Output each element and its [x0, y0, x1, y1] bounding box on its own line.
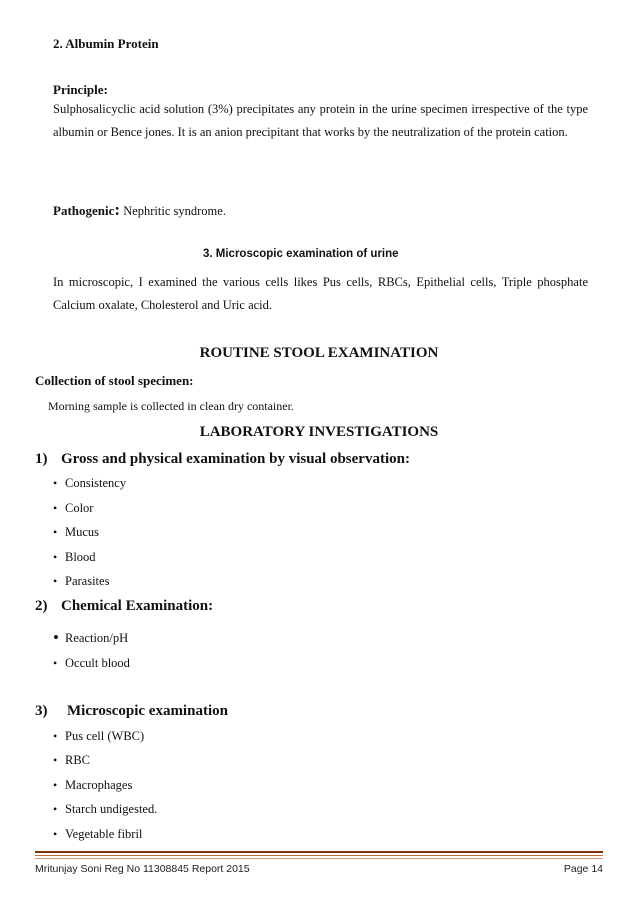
section-3-heading [35, 703, 228, 720]
list-item: • Mucus [53, 525, 99, 540]
section-1-number: 1) [35, 451, 48, 467]
section-heading-microscopic-urine: 3. Microscopic examination of urine [203, 248, 399, 260]
pathogenic-colon: : [114, 200, 121, 219]
section-2-title: Chemical Examination: [61, 598, 214, 614]
list-item: • RBC [53, 753, 90, 768]
principle-label: Principle: [53, 82, 108, 97]
list-item: • Starch undigested. [53, 802, 157, 817]
collection-label: Collection of stool specimen: [35, 373, 194, 388]
footer-rule [35, 851, 603, 853]
footer-left-text: Mritunjay Soni Reg No 11308845 Report 2015 [35, 863, 250, 875]
principle-paragraph: Sulphosalicyclic acid solution (3%) precipitates any protein in the urine specimen irrespective of the type albumin or Bence jones. It is an anion precipitant that works by the neutralization of the protein cation. [53, 102, 588, 139]
microscopic-urine-paragraph: In microscopic, I examined the various cells likes Pus cells, RBCs, Epithelial cells, Triple phosphate Calcium oxalate, Cholesterol and Uric acid. [53, 275, 588, 312]
list-item: • Parasites [53, 574, 109, 589]
footer-rule [35, 858, 603, 859]
list-item: • Macrophages [53, 778, 132, 793]
pathogenic-label: Pathogenic [53, 203, 115, 218]
list-item: • Color [53, 501, 93, 516]
page-number: Page 14 [563, 863, 603, 875]
section-3-title: Microscopic examination [67, 703, 228, 719]
list-item: • Pus cell (WBC) [53, 729, 144, 744]
list-item: • Occult blood [53, 656, 130, 671]
section-heading-albumin: 2. Albumin Protein [53, 36, 159, 51]
footer-rule [35, 855, 603, 856]
lab-investigations-title: LABORATORY INVESTIGATIONS [199, 424, 439, 440]
collection-text: Morning sample is collected in clean dry container. [48, 399, 294, 413]
section-1-title: Gross and physical examination by visual observation: [61, 451, 410, 467]
pathogenic-text: Nephritic syndrome. [120, 204, 226, 218]
list-item: • Vegetable fibril [53, 827, 142, 842]
stool-title: ROUTINE STOOL EXAMINATION [199, 345, 439, 361]
section-1-heading [35, 451, 410, 468]
list-item: • Blood [53, 550, 96, 565]
section-2-heading [35, 598, 213, 615]
section-3-number: 3) [35, 703, 48, 719]
list-item: • Reaction/pH [53, 628, 128, 648]
pathogenic-line [53, 200, 226, 220]
list-item: • Consistency [53, 476, 126, 491]
section-2-number: 2) [35, 598, 48, 614]
